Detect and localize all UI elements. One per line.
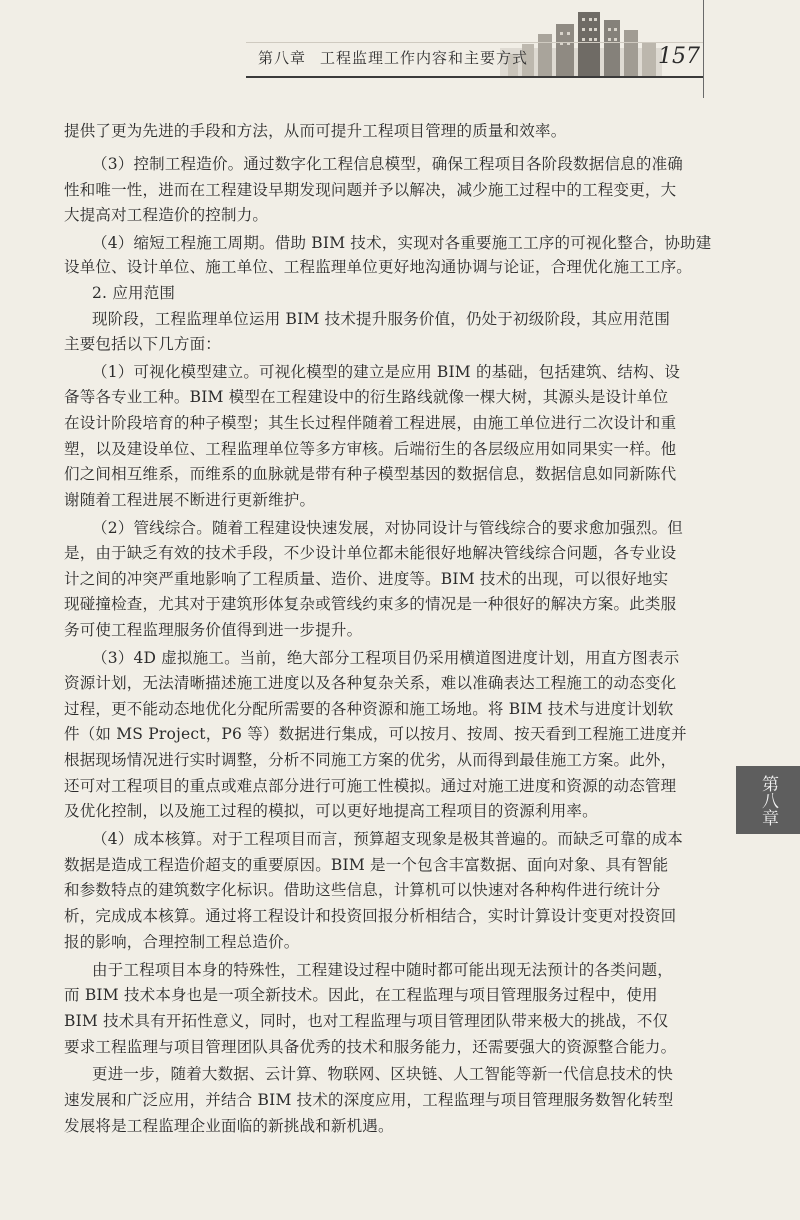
text-line: BIM 技术具有开拓性意义，同时，也对工程监理与项目管理团队带来极大的挑战，不仅 <box>64 1012 669 1030</box>
header-chapter: 第八章 <box>258 49 307 67</box>
text-line: 数据是造成工程造价超支的重要原因。BIM 是一个包含丰富数据、面向对象、具有智能 <box>64 856 669 874</box>
text-line: 们之间相互维系，而维系的血脉就是带有种子模型基因的数据信息，数据信息如同新陈代 <box>64 465 677 483</box>
text-line: 析，完成成本核算。通过将工程设计和投资回报分析相结合，实时计算设计变更对投资回 <box>64 907 677 925</box>
header-vertical-line <box>703 0 704 98</box>
text-line: 在设计阶段培育的种子模型；其生长过程伴随着工程进展，由施工单位进行二次设计和重 <box>64 414 677 432</box>
text-line: （3）4D 虚拟施工。当前，绝大部分工程项目仍采用横道图进度计划，用直方图表示 <box>92 649 680 667</box>
text-line: （4）成本核算。对于工程项目而言，预算超支现象是极其普遍的。而缺乏可靠的成本 <box>92 830 683 848</box>
text-line: 提供了更为先进的手段和方法，从而可提升工程项目管理的质量和效率。 <box>64 122 567 140</box>
text-line: 报的影响，合理控制工程总造价。 <box>64 933 300 951</box>
page-number: 157 <box>658 44 700 69</box>
text-line: 还可对工程项目的重点或难点部分进行可施工性模拟。通过对施工进度和资源的动态管理 <box>64 777 677 795</box>
running-header <box>258 47 528 68</box>
text-line: 性和唯一性，进而在工程建设早期发现问题并予以解决，减少施工过程中的工程变更，大 <box>64 181 677 199</box>
text-line: 务可使工程监理服务价值得到进一步提升。 <box>64 621 363 639</box>
text-line: 现碰撞检查，尤其对于建筑形体复杂或管线约束多的情况是一种很好的解决方案。此类服 <box>64 595 677 613</box>
text-line: 谢随着工程进展不断进行更新维护。 <box>64 491 316 509</box>
section-heading: 2. 应用范围 <box>92 284 176 302</box>
text-line: 资源计划，无法清晰描述施工进度以及各种复杂关系，难以准确表达工程施工的动态变化 <box>64 674 677 692</box>
text-line: 由于工程项目本身的特殊性，工程建设过程中随时都可能出现无法预计的各类问题， <box>92 961 673 979</box>
text-line: 而 BIM 技术本身也是一项全新技术。因此，在工程监理与项目管理服务过程中，使用 <box>64 986 658 1004</box>
text-line: 计之间的冲突严重地影响了工程质量、造价、进度等。BIM 技术的出现，可以很好地实 <box>64 570 669 588</box>
text-line: （1）可视化模型建立。可视化模型的建立是应用 BIM 的基础，包括建筑、结构、设 <box>92 363 681 381</box>
text-line: 塑，以及建设单位、工程监理单位等多方审核。后端衍生的各层级应用如同果实一样。他 <box>64 440 677 458</box>
text-line: 备等各专业工种。BIM 模型在工程建设中的衍生路线就像一棵大树，其源头是设计单位 <box>64 388 669 406</box>
text-line: （4）缩短工程施工周期。借助 BIM 技术，实现对各重要施工工序的可视化整合，协助建 <box>92 234 712 252</box>
text-line: 现阶段，工程监理单位运用 BIM 技术提升服务价值，仍处于初级阶段，其应用范围 <box>92 310 671 328</box>
text-line: 发展将是工程监理企业面临的新挑战和新机遇。 <box>64 1117 394 1135</box>
header-title: 工程监理工作内容和主要方式 <box>320 49 529 67</box>
text-line: （2）管线综合。随着工程建设快速发展，对协同设计与管线综合的要求愈加强烈。但 <box>92 519 683 537</box>
text-line: 件（如 MS Project，P6 等）数据进行集成，可以按月、按周、按天看到工程施工进度并 <box>64 725 687 743</box>
text-line: 更进一步，随着大数据、云计算、物联网、区块链、人工智能等新一代信息技术的快 <box>92 1065 673 1083</box>
text-line: 要求工程监理与项目管理团队具备优秀的技术和服务能力，还需要强大的资源整合能力。 <box>64 1038 677 1056</box>
text-line: （3）控制工程造价。通过数字化工程信息模型，确保工程项目各阶段数据信息的准确 <box>92 155 683 173</box>
header-rule <box>246 76 704 78</box>
text-line: 根据现场情况进行实时调整，分析不同施工方案的优劣，从而得到最佳施工方案。此外， <box>64 751 677 769</box>
text-line: 设单位、设计单位、施工单位、工程监理单位更好地沟通协调与论证，合理优化施工工序。 <box>64 258 693 276</box>
text-line: 过程，更不能动态地优化分配所需要的各种资源和施工场地。将 BIM 技术与进度计划软 <box>64 700 674 718</box>
text-line: 和参数特点的建筑数字化标识。借助这些信息，计算机可以快速对各种构件进行统计分 <box>64 881 661 899</box>
text-line: 主要包括以下几方面： <box>64 335 222 353</box>
text-line: 大提高对工程造价的控制力。 <box>64 206 269 224</box>
chapter-tab-label: 第八章 <box>758 774 778 826</box>
header-top-rule <box>246 42 704 43</box>
text-line: 及优化控制，以及施工过程的模拟，可以更好地提高工程项目的资源利用率。 <box>64 802 598 820</box>
text-line: 是，由于缺乏有效的技术手段，不少设计单位都未能很好地解决管线综合问题，各专业设 <box>64 544 677 562</box>
chapter-tab <box>736 766 800 834</box>
text-line: 速发展和广泛应用，并结合 BIM 技术的深度应用，工程监理与项目管理服务数智化转型 <box>64 1091 674 1109</box>
